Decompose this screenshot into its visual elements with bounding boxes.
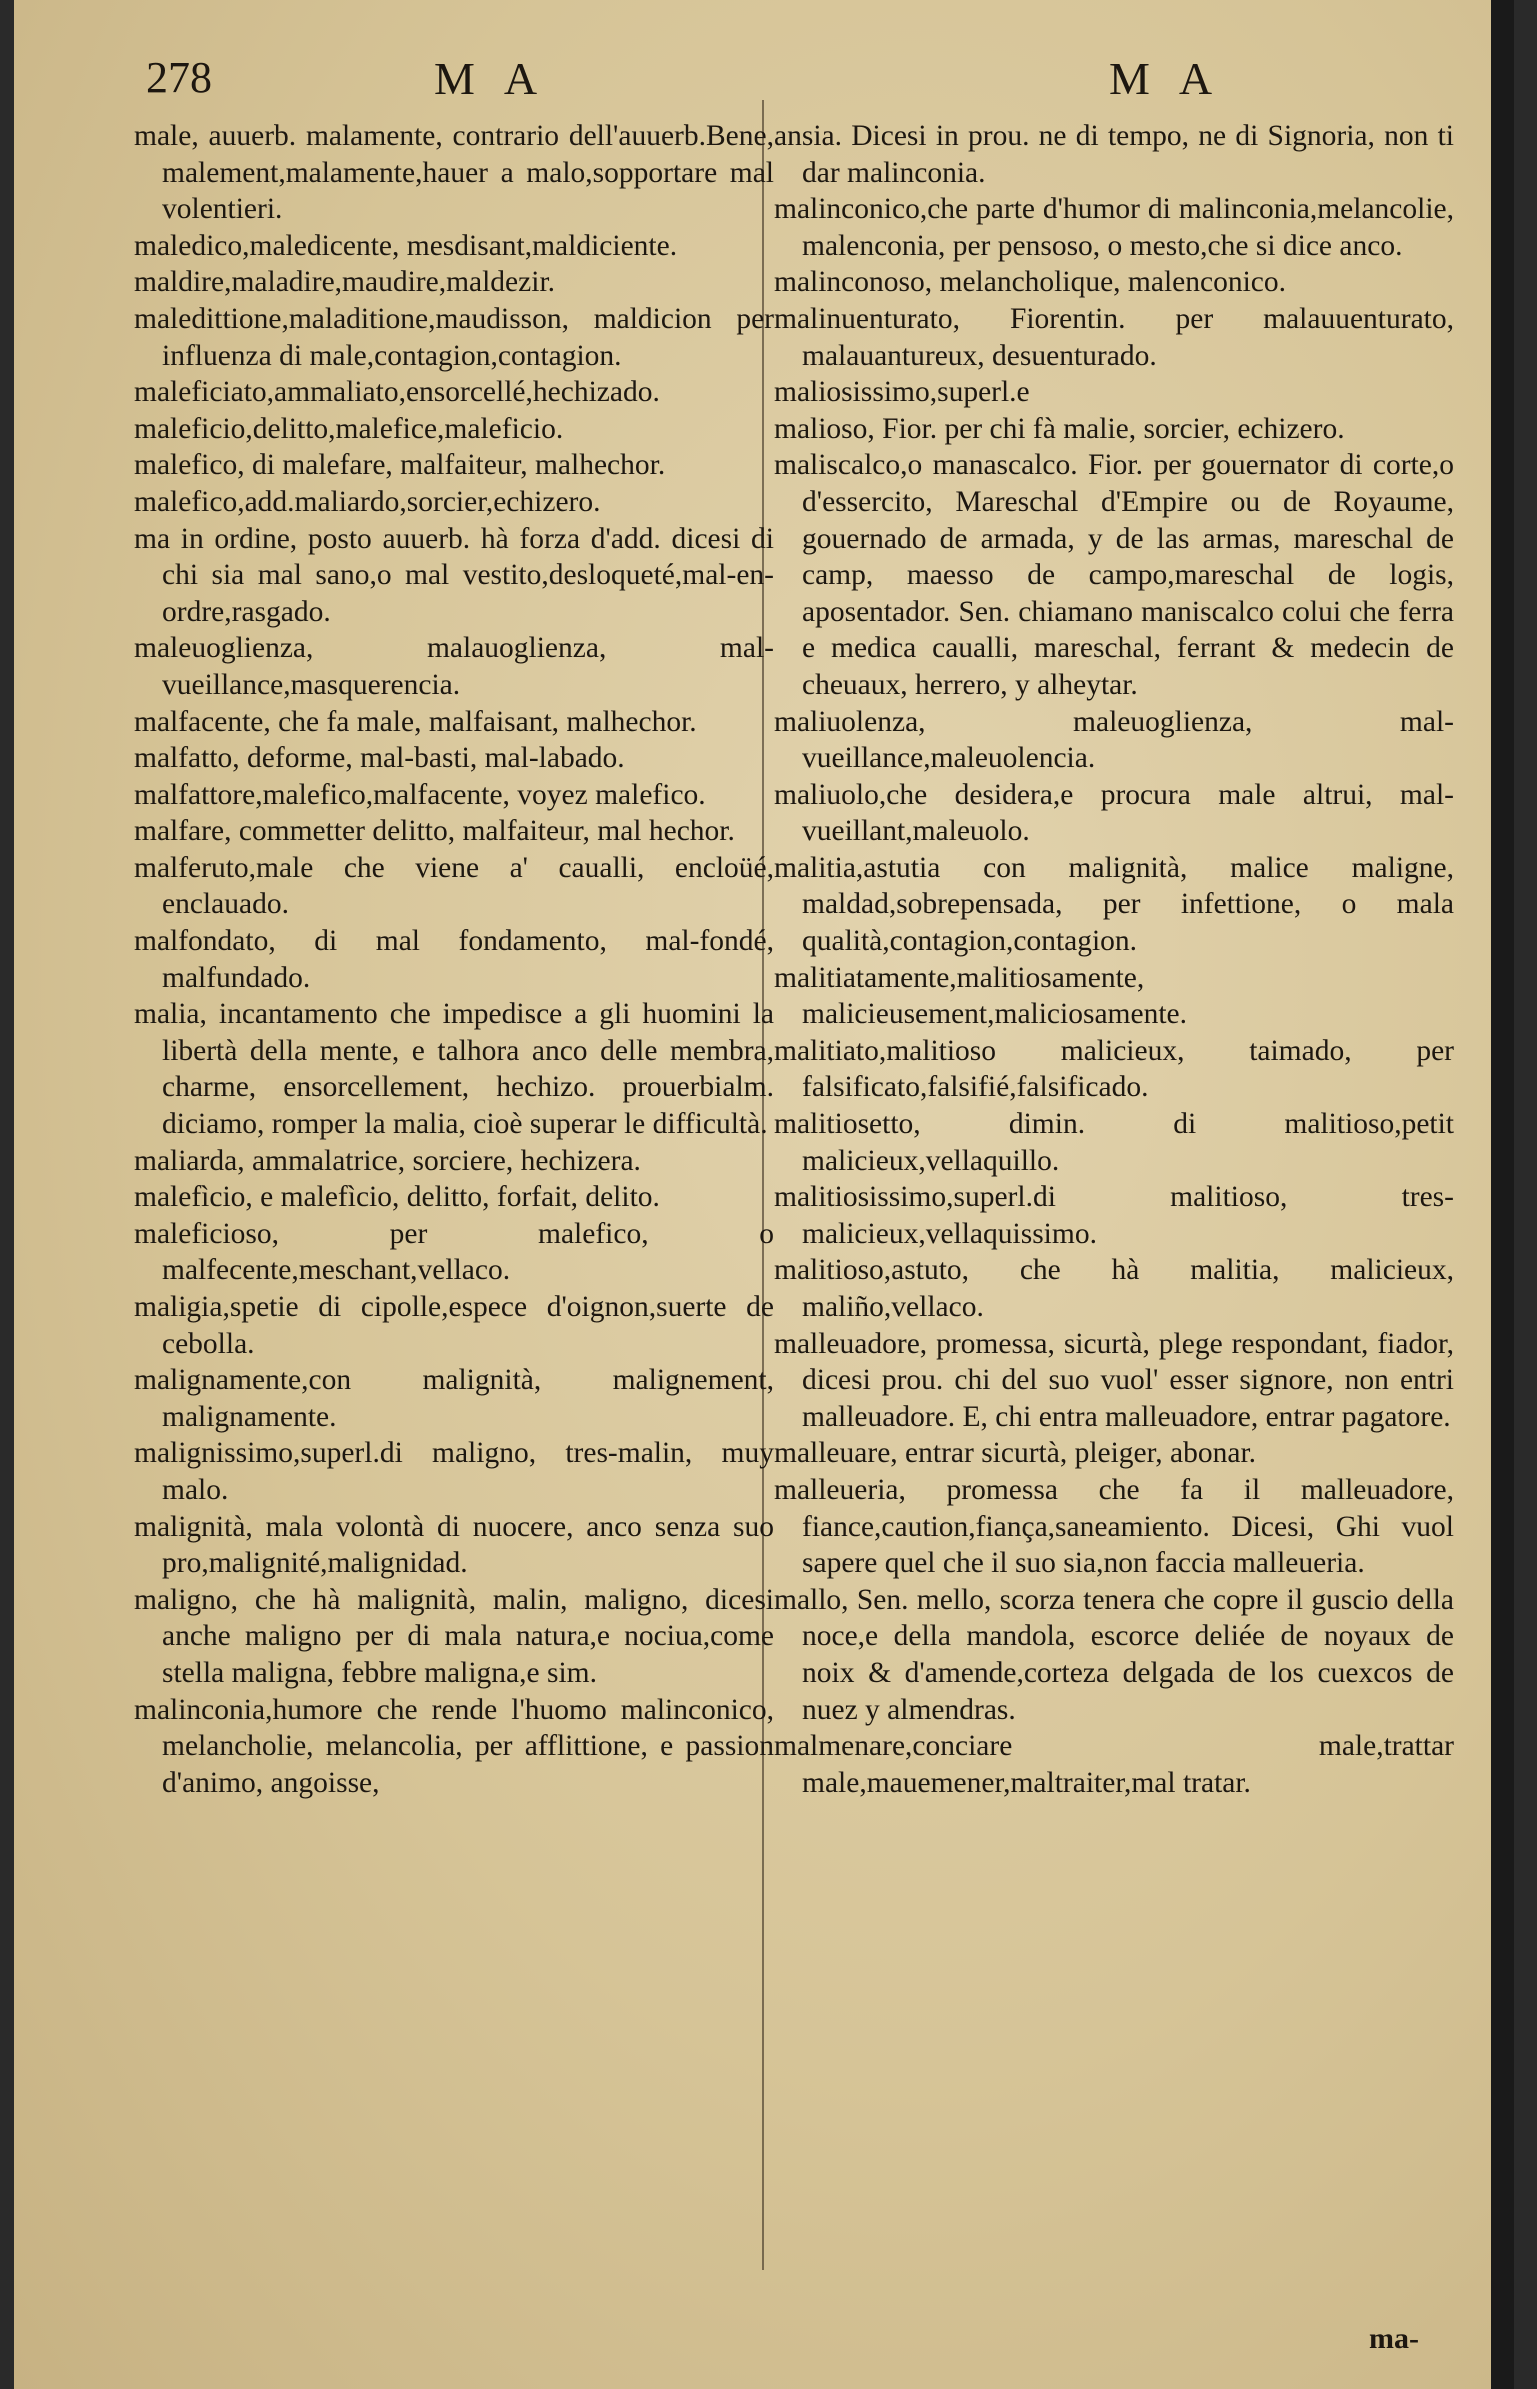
dictionary-entry: maligno, che hà malignità, malin, maligno, dicesi anche maligno per di mala natura,e nociua,come stella maligna, febbre maligna,e sim. [134,1583,774,1689]
header-right-mark: M A [1109,53,1223,104]
right-column [774,118,1454,1801]
dictionary-entry: malmenare,conciare male,trattar male,mauemener,maltraiter,mal tratar. [774,1730,1454,1799]
dictionary-entry: malitiatamente,malitiosamente, malicieusement,maliciosamente. [774,961,1187,1031]
dictionary-entry: maliosissimo,superl.e [774,376,1030,409]
dictionary-entry: malinuenturato, Fiorentin. per malauuenturato, malauantureux, desuenturado. [774,302,1454,372]
dictionary-entry: maleficiato,ammaliato,ensorcellé,hechizado. [134,376,660,409]
dictionary-entry: maldire,maladire,maudire,maldezir. [134,266,556,299]
dictionary-entry: malfatto, deforme, mal-basti, mal-labado. [134,742,625,775]
dictionary-entry: malleueria, promessa che fa il malleuadore, fiance,caution,fiança,saneamiento. Dicesi, Ghi vuol sapere quel che il suo sia,non faccia malleueria. [774,1473,1454,1580]
dictionary-entry: maliarda, ammalatrice, sorciere, hechizera. [134,1144,641,1177]
dictionary-entry: malioso, Fior. per chi fà malie, sorcier, echizero. [774,412,1345,445]
dictionary-entry: ansia. Dicesi in prou. ne di tempo, ne di Signoria, non ti dar malinconia. [774,120,1454,189]
dictionary-entry: maleuoglienza, malauoglienza, mal-vueillance,masquerencia. [134,632,774,701]
dictionary-entry: maligia,spetie di cipolle,espece d'oignon,suerte de cebolla. [134,1291,774,1360]
header-left-mark: M A [434,53,548,104]
dictionary-entry: malitioso,astuto, che hà malitia, malicieux, maliño,vellaco. [774,1254,1454,1323]
dictionary-entry: malinconoso, melancholique, malenconico. [774,266,1287,299]
dictionary-entry: maliuolo,che desidera,e procura male altrui, mal-vueillant,maleuolo. [774,778,1454,848]
dictionary-entry: malignità, mala volontà di nuocere, anco senza suo pro,malignité,malignidad. [134,1510,774,1580]
dictionary-entry: malefìcio, e malefìcio, delitto, forfait, delito. [134,1181,660,1214]
dictionary-entry: malefico, di malefare, malfaiteur, malhechor. [134,449,666,482]
page-header [14,52,1514,112]
dictionary-entry: malfacente, che fa male, malfaisant, malhechor. [134,705,697,738]
dictionary-entry: male, auuerb. malamente, contrario dell'auuerb.Bene, malement,malamente,hauer a malo,sopportare mal volentieri. [134,120,774,226]
dictionary-entry: mallo, Sen. mello, scorza tenera che copre il guscio della noce,e della mandola, escorce deliée de noyaux de noix & d'amende,corteza delgada de los cuexcos de nuez y almendras. [774,1583,1454,1726]
left-column [134,118,774,1801]
dictionary-entry: malignamente,con malignità, malignement, malignamente. [134,1364,774,1433]
dictionary-entry: malferuto,male che viene a' caualli, encloüé, enclauado. [134,851,774,921]
catchword: ma- [1369,2322,1419,2355]
dictionary-entry: malefico,add.maliardo,sorcier,echizero. [134,485,601,518]
page-number: 278 [146,53,212,102]
dictionary-entry: ma in ordine, posto auuerb. hà forza d'add. dicesi di chi sia mal sano,o mal vestito,desloqueté,mal-en-ordre,rasgado. [134,522,774,628]
dictionary-entry: maledittione,maladitione,maudisson, maldicion per influenza di male,contagion,contagion. [134,302,774,372]
dictionary-entry: malinconico,che parte d'humor di malinconia,melancolie, malenconia, per pensoso, o mesto,che si dice anco. [774,193,1454,262]
book-edge [1491,0,1514,2389]
dictionary-entry: malfondato, di mal fondamento, mal-fondé, malfundado. [134,925,774,994]
dictionary-page [14,0,1514,2389]
dictionary-entry: malitiosetto, dimin. di malitioso,petit malicieux,vellaquillo. [774,1108,1454,1177]
dictionary-entry: maleficio,delitto,malefice,maleficio. [134,412,564,445]
dictionary-entry: malia, incantamento che impedisce a gli huomini la libertà della mente, e talhora anco delle membra, charme, ensorcellement, hechizo. prouerbialm. diciamo, romper la malia, cioè superar le difficultà. [134,998,774,1141]
dictionary-entry: malitiosissimo,superl.di malitioso, tres-malicieux,vellaquissimo. [774,1181,1454,1250]
dictionary-entry: malitia,astutia con malignità, malice maligne, maldad,sobrepensada, per infettione, o mala qualità,contagion,contagion. [774,851,1454,958]
dictionary-entry: malfattore,malefico,malfacente, voyez malefico. [134,778,706,811]
dictionary-entry: malfare, commetter delitto, malfaiteur, mal hechor. [134,815,735,848]
dictionary-entry: malitiato,malitioso malicieux, taimado, per falsificato,falsifié,falsificado. [774,1034,1454,1104]
dictionary-entry: maledico,maledicente, mesdisant,maldiciente. [134,229,678,262]
dictionary-entry: maliuolenza, maleuoglienza, mal-vueillance,maleuolencia. [774,705,1454,775]
dictionary-entry: malinconia,humore che rende l'huomo malinconico, melancholie, melancolia, per afflittione, e passion d'animo, angoisse, [134,1693,774,1799]
dictionary-entry: malleuadore, promessa, sicurtà, plege respondant, fiador, dicesi prou. chi del suo vuol' esser signore, non entri malleuadore. E, chi entra malleuadore, entrar pagatore. [774,1327,1454,1433]
dictionary-entry: malignissimo,superl.di maligno, tres-malin, muy malo. [134,1437,774,1506]
dictionary-entry: maliscalco,o manascalco. Fior. per gouernator di corte,o d'essercito, Mareschal d'Empire ou de Royaume, gouernado de armada, y de las armas, mareschal de camp, maesso de campo,mareschal de logis, aposentador. Sen. chiamano maniscalco colui che ferra e medica caualli, mareschal, ferrant & medecin de cheuaux, herrero, y alheytar. [774,449,1454,701]
dictionary-entry: malleuare, entrar sicurtà, pleiger, abonar. [774,1437,1257,1470]
dictionary-entry: maleficioso, per malefico, o malfecente,meschant,vellaco. [134,1217,774,1287]
